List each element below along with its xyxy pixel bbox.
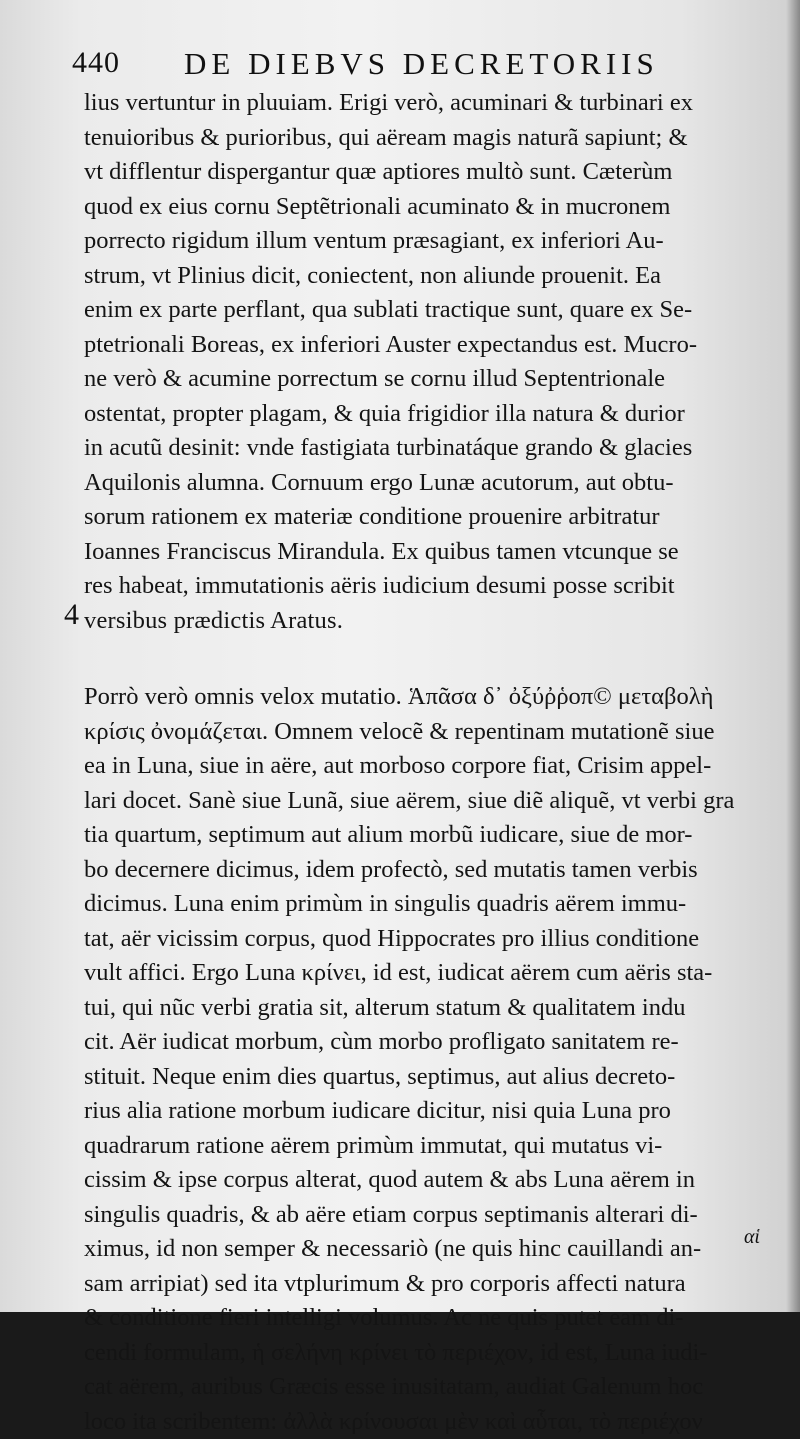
paragraph-1 bbox=[84, 86, 764, 638]
text-line: cissim & ipse corpus alterat, quod autem & abs Luna aërem in bbox=[84, 1163, 764, 1198]
text-line: res habeat, immutationis aëris iudicium desumi posse scribit bbox=[84, 569, 764, 604]
text-line: lius vertuntur in pluuiam. Erigi verò, acuminari & turbinari ex bbox=[84, 86, 764, 121]
text-line: κρίσις ὀνομάζεται. Omnem velocẽ & repentinam mutationẽ siue bbox=[84, 715, 764, 750]
text-line: tat, aër vicissim corpus, quod Hippocrates pro illius conditione bbox=[84, 922, 764, 957]
running-head: DE DIEBVS DECRETORIIS bbox=[184, 46, 659, 82]
text-line: enim ex parte perflant, qua sublati tractique sunt, quare ex Se- bbox=[84, 293, 764, 328]
page-header bbox=[72, 40, 772, 88]
text-line: & conditione fieri intelligi volumus. Ac ne quis putet eam di- bbox=[84, 1301, 764, 1336]
page-gutter-shadow bbox=[786, 0, 800, 1312]
catchword: αἱ bbox=[744, 1226, 760, 1249]
text-line: Aquilonis alumna. Cornuum ergo Lunæ acutorum, aut obtu- bbox=[84, 466, 764, 501]
text-line: sam arripiat) sed ita vtplurimum & pro corporis affecti natura bbox=[84, 1267, 764, 1302]
text-line: bo decernere dicimus, idem profectò, sed mutatis tamen verbis bbox=[84, 853, 764, 888]
text-line: dicimus. Luna enim primùm in singulis quadris aërem immu- bbox=[84, 887, 764, 922]
text-line: quod ex eius cornu Septẽtrionali acuminato & in mucronem bbox=[84, 190, 764, 225]
text-line: sorum rationem ex materiæ conditione prouenire arbitratur bbox=[84, 500, 764, 535]
text-line: lari docet. Sanè siue Lunã, siue aërem, siue diẽ aliquẽ, vt verbi gra bbox=[84, 784, 764, 819]
section-number: 4 bbox=[64, 598, 79, 632]
paragraph-2 bbox=[84, 680, 764, 1439]
text-line: tia quartum, septimum aut alium morbũ iudicare, siue de mor- bbox=[84, 818, 764, 853]
paragraph-gap bbox=[84, 638, 764, 680]
text-line: ximus, id non semper & necessariò (ne quis hinc cauillandi an- bbox=[84, 1232, 764, 1267]
text-line: in acutũ desinit: vnde fastigiata turbinatáque grando & glacies bbox=[84, 431, 764, 466]
text-line: tui, qui nũc verbi gratia sit, alterum statum & qualitatem indu bbox=[84, 991, 764, 1026]
text-line: Porrò verò omnis velox mutatio. Ἁπᾶσα δ᾽ ὀξύῤῥοπ© μεταβολὴ bbox=[84, 680, 764, 715]
text-line: stituit. Neque enim dies quartus, septimus, aut alius decreto- bbox=[84, 1060, 764, 1095]
body-text bbox=[84, 86, 764, 1439]
text-line: cendi formulam, ἡ σελήνη κρίνει τὸ περιέχον, id est, Luna iudi- bbox=[84, 1336, 764, 1371]
text-line: strum, vt Plinius dicit, coniectent, non aliunde prouenit. Ea bbox=[84, 259, 764, 294]
page-number: 440 bbox=[72, 46, 120, 80]
text-line: vult affici. Ergo Luna κρίνει, id est, iudicat aërem cum aëris sta- bbox=[84, 956, 764, 991]
text-line: singulis quadris, & ab aëre etiam corpus septimanis alterari di- bbox=[84, 1198, 764, 1233]
text-line: ptetrionali Boreas, ex inferiori Auster expectandus est. Mucro- bbox=[84, 328, 764, 363]
text-line: Ioannes Franciscus Mirandula. Ex quibus tamen vtcunque se bbox=[84, 535, 764, 570]
text-line: ostentat, propter plagam, & quia frigidior illa natura & durior bbox=[84, 397, 764, 432]
text-line: tenuioribus & purioribus, qui aëream magis naturã sapiunt; & bbox=[84, 121, 764, 156]
text-line: quadrarum ratione aërem primùm immutat, qui mutatus vi- bbox=[84, 1129, 764, 1164]
text-line: cit. Aër iudicat morbum, cùm morbo profligato sanitatem re- bbox=[84, 1025, 764, 1060]
text-line: ea in Luna, siue in aëre, aut morboso corpore fiat, Crisim appel- bbox=[84, 749, 764, 784]
text-line: cat aërem, auribus Græcis esse inusitatam, audiat Galenum hoc bbox=[84, 1370, 764, 1405]
text-line: vt difflentur dispergantur quæ aptiores multò sunt. Cæterùm bbox=[84, 155, 764, 190]
text-line: porrecto rigidum illum ventum præsagiant, ex inferiori Au- bbox=[84, 224, 764, 259]
text-line: versibus prædictis Aratus. bbox=[84, 604, 764, 639]
text-line: rius alia ratione morbum iudicare dicitur, nisi quia Luna pro bbox=[84, 1094, 764, 1129]
text-line: loco ita scribentem: ἀλλὰ κρίνουσαι μὲν καὶ αὗται, τὸ περιέχον bbox=[84, 1405, 764, 1439]
text-line: ne verò & acumine porrectum se cornu illud Septentrionale bbox=[84, 362, 764, 397]
